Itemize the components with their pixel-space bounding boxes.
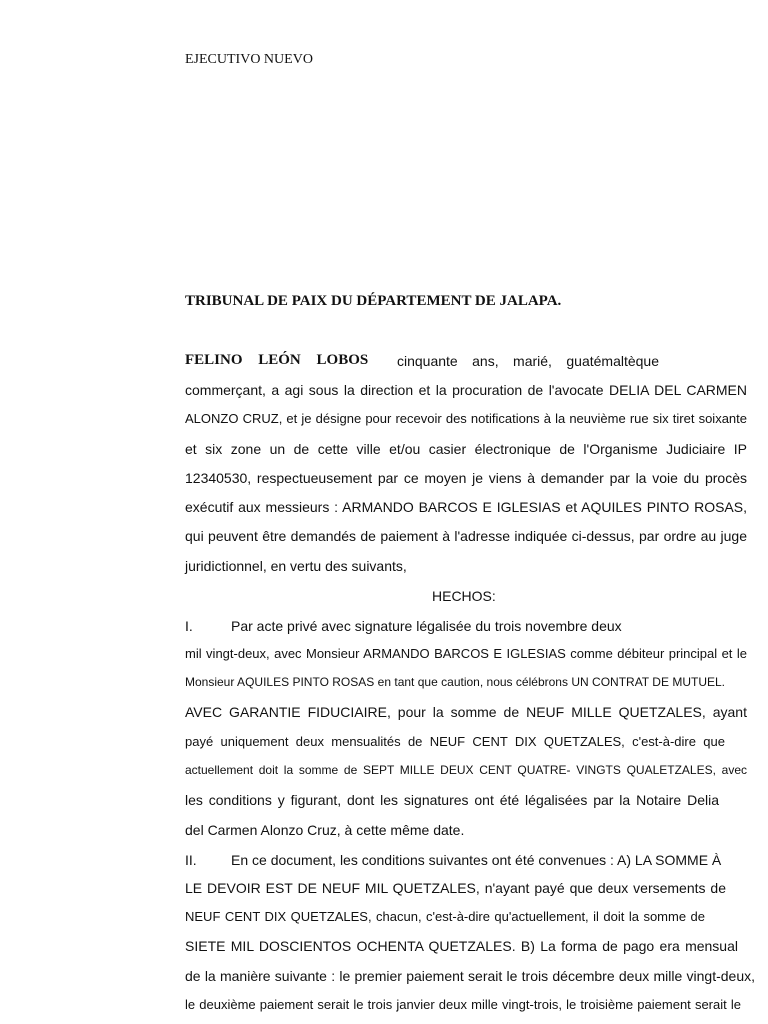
intro-line: et six zone un de cette ville et/ou casier électronique de l'Organisme Judiciaire IP: [185, 441, 747, 457]
plaintiff-name: FELINO LEÓN LOBOS: [185, 352, 369, 368]
intro-line-0: cinquante ans, marié, guatémaltèque: [397, 353, 659, 369]
fact-1-line: mil vingt-deux, avec Monsieur ARMANDO BARCOS E IGLESIAS comme débiteur principal et le: [185, 646, 747, 661]
fact-1-numeral: I.: [185, 618, 193, 634]
fact-1-line: AVEC GARANTIE FIDUCIAIRE, pour la somme de NEUF MILLE QUETZALES, ayant: [185, 704, 747, 720]
fact-2-first-line: En ce document, les conditions suivantes ont été convenues : A) LA SOMME À: [231, 852, 722, 868]
intro-line: commerçant, a agi sous la direction et la procuration de l'avocate DELIA DEL CARMEN: [185, 382, 747, 398]
fact-2-line: de la manière suivante : le premier paiement serait le trois décembre deux mille vingt-deux,: [185, 968, 755, 984]
fact-1-line: les conditions y figurant, dont les signatures ont été légalisées par la Notaire Delia: [185, 792, 719, 808]
intro-line: exécutif aux messieurs : ARMANDO BARCOS E IGLESIAS et AQUILES PINTO ROSAS,: [185, 499, 747, 515]
fact-2-line: LE DEVOIR EST DE NEUF MIL QUETZALES, n'ayant payé que deux versements de: [185, 880, 726, 896]
document-type-label: EJECUTIVO NUEVO: [185, 52, 313, 67]
intro-line: qui peuvent être demandés de paiement à l'adresse indiquée ci-dessus, par ordre au juge: [185, 528, 747, 544]
fact-1-line: Monsieur AQUILES PINTO ROSAS en tant que caution, nous célébrons UN CONTRAT DE MUTUEL.: [185, 675, 725, 689]
intro-line: ALONZO CRUZ, et je désigne pour recevoir des notifications à la neuvième rue six tiret soixante: [185, 411, 747, 426]
intro-line: 12340530, respectueusement par ce moyen je viens à demander par la voie du procès: [185, 470, 747, 486]
fact-2-line: SIETE MIL DOSCIENTOS OCHENTA QUETZALES. B) La forma de pago era mensual: [185, 938, 738, 954]
fact-1-line: actuellement doit la somme de SEPT MILLE DEUX CENT QUATRE- VINGTS QUALETZALES, avec: [185, 763, 747, 777]
fact-1-line: payé uniquement deux mensualités de NEUF CENT DIX QUETZALES, c'est-à-dire que: [185, 734, 725, 749]
facts-section-title: HECHOS:: [432, 588, 496, 604]
fact-2-line: le deuxième paiement serait le trois janvier deux mille vingt-trois, le troisième paiement serait le: [185, 997, 741, 1012]
fact-2-line: NEUF CENT DIX QUETZALES, chacun, c'est-à-dire qu'actuellement, il doit la somme de: [185, 909, 705, 924]
fact-2-numeral: II.: [185, 852, 197, 868]
fact-1-first-line: Par acte privé avec signature légalisée du trois novembre deux: [231, 618, 622, 634]
court-heading: TRIBUNAL DE PAIX DU DÉPARTEMENT DE JALAPA.: [185, 293, 562, 309]
fact-1-line: del Carmen Alonzo Cruz, à cette même date.: [185, 822, 465, 838]
intro-line: juridictionnel, en vertu des suivants,: [185, 558, 407, 574]
